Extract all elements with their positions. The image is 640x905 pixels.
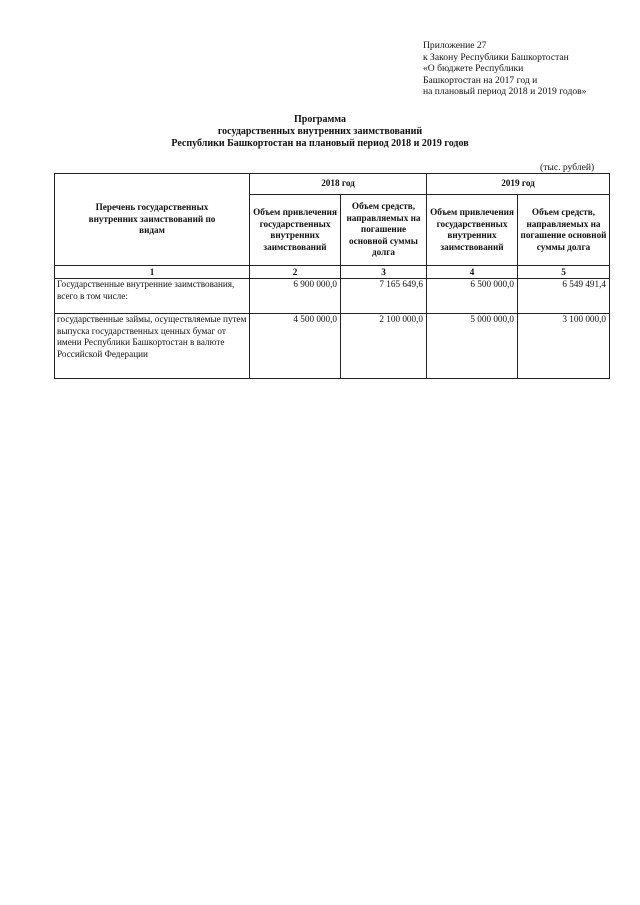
column-number: 4 — [427, 266, 518, 279]
attract-2018-header: Объем привлечения государственных внутренних заимствований — [250, 195, 341, 266]
row-label: Государственные внутренние заимствования, всего в том числе: — [55, 279, 250, 314]
repay-2019-header: Объем средств, направляемых на погашение основной суммы долга — [518, 195, 610, 266]
cell-value: 6 500 000,0 — [427, 279, 518, 314]
cell-value: 6 549 491,4 — [518, 279, 610, 314]
row-label: государственные займы, осуществляемые путем выпуска государственных ценных бумаг от имени Республики Башкортостан в валюте Российской Федерации — [55, 314, 250, 379]
cell-value: 6 900 000,0 — [250, 279, 341, 314]
cell-value: 5 000 000,0 — [427, 314, 518, 379]
attract-2019-header: Объем привлечения государственных внутренних заимствований — [427, 195, 518, 266]
cell-value: 7 165 649,6 — [341, 279, 427, 314]
year-2019-header: 2019 год — [427, 174, 610, 195]
appendix-line: «О бюджете Республики — [423, 63, 524, 74]
borrowing-table — [54, 173, 610, 379]
title-line-3: Республики Башкортостан на плановый период 2018 и 2019 годов — [171, 138, 469, 149]
appendix-line: Башкортостан на 2017 год и — [423, 74, 538, 86]
cell-value: 4 500 000,0 — [250, 314, 341, 379]
col1-header: Перечень государственных внутренних заимствований по видам — [55, 174, 250, 266]
title-line-2: государственных внутренних заимствований — [217, 126, 423, 137]
appendix-line: на плановый период 2018 и 2019 годов» — [423, 86, 587, 97]
header-row-years — [55, 174, 610, 195]
column-number: 1 — [55, 266, 250, 279]
title-line-1: Программа — [294, 114, 346, 125]
appendix-line: к Закону Республики Башкортостан — [423, 51, 569, 63]
column-number: 2 — [250, 266, 341, 279]
unit-label: (тыс. рублей) — [540, 162, 595, 173]
column-number-row — [55, 266, 610, 279]
column-number: 5 — [518, 266, 610, 279]
cell-value: 3 100 000,0 — [518, 314, 610, 379]
appendix-note — [423, 40, 586, 98]
year-2018-header: 2018 год — [250, 174, 427, 195]
column-number: 3 — [341, 266, 427, 279]
cell-value: 2 100 000,0 — [341, 314, 427, 379]
repay-2018-header: Объем средств, направляемых на погашение основной суммы долга — [341, 195, 427, 266]
table-row — [55, 279, 610, 314]
table-row — [55, 314, 610, 379]
appendix-line: Приложение 27 — [423, 40, 487, 51]
document-title — [0, 114, 640, 150]
